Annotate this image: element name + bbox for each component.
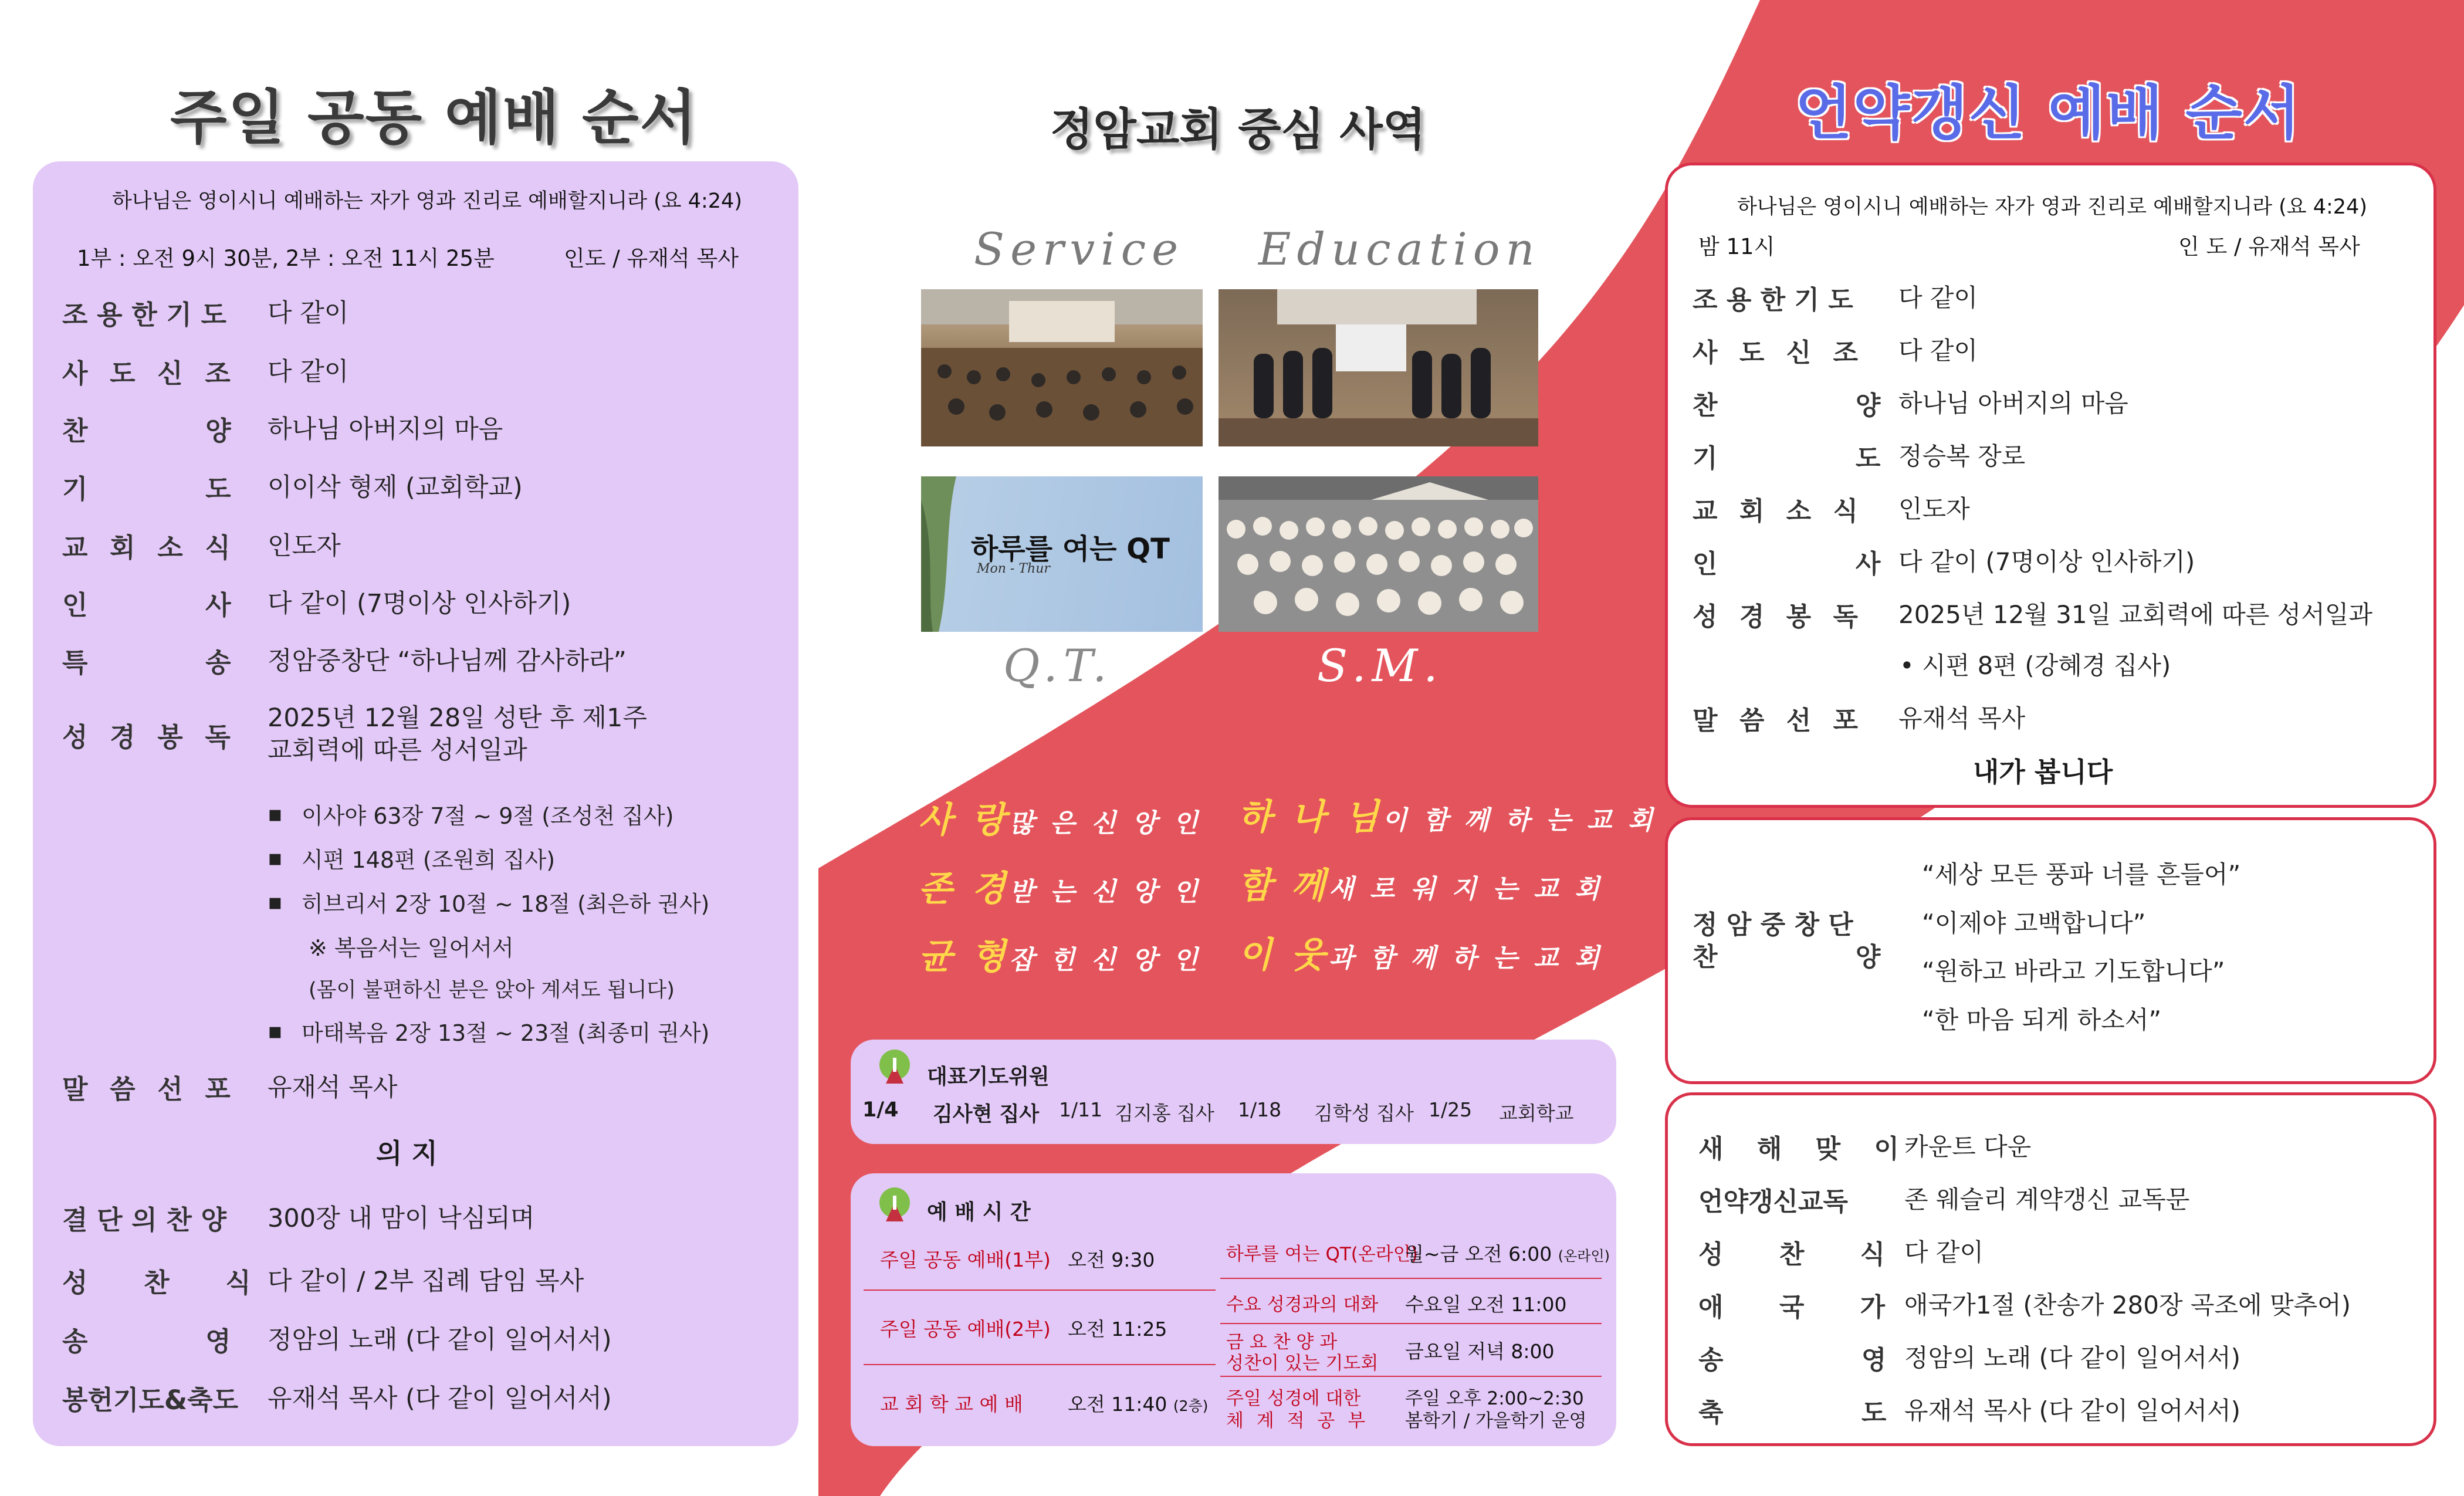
gospel-note: ※ 복음서는 일어서서 <box>309 935 514 961</box>
sm-photo <box>1219 476 1538 632</box>
label-prayer: 기 도 <box>62 473 231 505</box>
song-2: “이제야 고백합니다” <box>1922 909 2146 937</box>
divider <box>1220 1323 1602 1324</box>
label-covenant-reading: 언약갱신교독 <box>1698 1187 1849 1217</box>
r-value-doxology: 정암의 노래 (다 같이 일어서서) <box>1904 1343 2241 1372</box>
motto-respect-rest: 받 는 신 앙 인 <box>1008 877 1201 907</box>
left-verse: 하나님은 영이시니 예배하는 자가 영과 진리로 예배할지니라 (요 4:24) <box>112 189 742 213</box>
schedule-time-5: 수요일 오전 11:00 <box>1405 1293 1567 1316</box>
schedule-time-4 <box>1405 1239 1610 1267</box>
qt-label: Q.T. <box>1003 639 1113 692</box>
value-silent-prayer: 다 같이 <box>268 299 349 328</box>
choir-label: 정 암 중 창 단 <box>1693 910 1853 940</box>
r-value-greeting: 다 같이 (7명이상 인사하기) <box>1898 547 2195 576</box>
sunday-order-panel <box>33 161 798 1446</box>
worship-schedule-box <box>851 1173 1616 1446</box>
song-4: “한 마음 되게 하소서” <box>1922 1006 2162 1034</box>
label-greeting: 인 사 <box>62 590 231 621</box>
resolve-header: 의 지 <box>376 1138 438 1169</box>
label-benediction: 축 도 <box>1698 1398 1887 1428</box>
r-label-reading: 성 경 봉 독 <box>1693 602 1858 632</box>
value-special-song: 정암중창단 “하나님께 감사하라” <box>268 647 627 676</box>
prayer-date-2: 1/11 <box>1059 1098 1103 1121</box>
schedule-name-7b: 체 계 적 공 부 <box>1226 1410 1369 1431</box>
r-value-sermon: 유재석 목사 <box>1898 704 2026 733</box>
service-label: Service <box>974 223 1184 275</box>
label-special-song: 특 송 <box>62 647 231 678</box>
schedule-name-1: 주일 공동 예배(1부) <box>880 1248 1051 1271</box>
reading-2: 시편 148편 (조원희 집사) <box>302 847 556 873</box>
r-label-prayer: 기 도 <box>1693 444 1881 473</box>
r-label-sermon: 말 씀 선 포 <box>1693 706 1858 736</box>
gospel-note-2: (몸이 불편하신 분은 앉아 계셔도 됩니다) <box>309 979 675 1002</box>
qt-card-subtitle: Mon - Thur <box>977 561 1050 576</box>
r-label-news: 교 회 소 식 <box>1693 496 1858 526</box>
value-prayer: 이이삭 형제 (교회학교) <box>268 473 523 502</box>
value-reading: 2025년 12월 28일 성탄 후 제1주 <box>268 703 647 733</box>
schedule-time-7b: 봄학기 / 가을학기 운영 <box>1405 1410 1587 1431</box>
schedule-name-7: 주일 성경에 대한 <box>1226 1388 1361 1409</box>
prayer-name-3: 김학성 집사 <box>1314 1102 1414 1125</box>
label-countdown: 새 해 맞 이 <box>1698 1134 1899 1164</box>
value-creed: 다 같이 <box>268 357 349 387</box>
choir-label-2: 찬 양 <box>1693 942 1881 972</box>
r-value-psalm: • 시편 8편 (강혜경 집사) <box>1900 651 2171 680</box>
newyear-panel <box>1665 1092 2436 1446</box>
qt-card <box>921 476 1203 632</box>
schedule-title: 예 배 시 간 <box>927 1200 1031 1224</box>
motto-respect <box>918 861 1201 911</box>
label-praise: 찬 양 <box>62 415 231 446</box>
label-doxology: 송 영 <box>62 1326 231 1357</box>
motto-god <box>1238 789 1656 840</box>
service-photo <box>921 289 1203 446</box>
motto-together <box>1238 858 1603 908</box>
r-label-silent-prayer: 조 용 한 기 도 <box>1693 285 1853 315</box>
schedule-time-7: 주일 오후 2:00~2:30 <box>1405 1388 1584 1409</box>
label-news: 교 회 소 식 <box>62 532 231 563</box>
left-leader: 인도 / 유재석 목사 <box>564 246 739 271</box>
r-value-reading: 2025년 12월 31일 교회력에 따른 성서일과 <box>1898 600 2372 629</box>
motto-respect-big: 존 경 <box>918 868 1009 909</box>
label-anthem: 애 국 가 <box>1698 1292 1886 1322</box>
schedule-time-3 <box>1068 1389 1208 1417</box>
value-covenant-reading: 존 웨슬리 계약갱신 교독문 <box>1904 1185 2190 1214</box>
right-leader: 인 도 / 유재석 목사 <box>2178 234 2360 259</box>
prayer-name-2: 김지홍 집사 <box>1115 1102 1214 1125</box>
qt-card-title: 하루를 여는 QT <box>971 533 1170 566</box>
reading-bullet: ▪ <box>268 801 283 827</box>
divider <box>1220 1376 1602 1377</box>
label-sermon: 말 씀 선 포 <box>62 1074 231 1105</box>
right-verse: 하나님은 영이시니 예배하는 자가 영과 진리로 예배할지니라 (요 4:24) <box>1737 195 2367 219</box>
motto-balance <box>918 929 1201 979</box>
motto-god-rest: 이 함 께 하 는 교 회 <box>1382 805 1657 835</box>
divider <box>864 1364 1216 1365</box>
schedule-time-2: 오전 11:25 <box>1068 1318 1167 1341</box>
middle-title: 정암교회 중심 사역 <box>1050 103 1426 155</box>
value-doxology: 정암의 노래 (다 같이 일어서서) <box>268 1325 612 1355</box>
choir-illustration <box>1219 289 1538 446</box>
right-title: 언약갱신 예배 순서 <box>1795 79 2301 147</box>
value-sermon: 유재석 목사 <box>268 1073 398 1102</box>
r-label-creed: 사 도 신 조 <box>1693 338 1858 368</box>
prayer-title: 대표기도위원 <box>927 1065 1050 1089</box>
value-reading-2: 교회력에 따른 성서일과 <box>268 736 527 765</box>
reading-1: 이사야 63장 7절 ~ 9절 (조성천 집사) <box>302 803 674 829</box>
prayer-name-1: 김사현 집사 <box>933 1103 1040 1126</box>
motto-neighbor <box>1238 927 1603 977</box>
label-reading: 성 경 봉 독 <box>62 722 231 753</box>
church-logo-icon <box>874 1047 915 1088</box>
value-countdown: 카운트 다운 <box>1904 1132 2032 1161</box>
schedule-time-4-note: (온라인) <box>1558 1248 1610 1264</box>
prayer-committee-box <box>851 1040 1616 1144</box>
schedule-name-6: 금 요 찬 양 과 <box>1226 1332 1338 1353</box>
choir-panel <box>1665 817 2436 1084</box>
r-value-praise: 하나님 아버지의 마음 <box>1898 389 2128 418</box>
motto-love <box>918 792 1201 842</box>
song-3: “원하고 바라고 기도합니다” <box>1922 957 2225 986</box>
sanctuary-illustration <box>921 289 1203 446</box>
schedule-time-4-value: 월~금 오전 6:00 <box>1405 1243 1552 1265</box>
motto-balance-rest: 잡 힌 신 앙 인 <box>1008 945 1201 975</box>
prayer-date-4: 1/25 <box>1429 1098 1473 1121</box>
schedule-name-4: 하루를 여는 QT(온라인) <box>1226 1244 1418 1265</box>
r-section-header: 내가 봅니다 <box>1973 756 2113 788</box>
value-praise: 하나님 아버지의 마음 <box>268 415 503 444</box>
education-label: Education <box>1258 223 1541 275</box>
reading-3: 히브리서 2장 10절 ~ 18절 (최은하 권사) <box>302 891 710 917</box>
divider <box>864 1289 1216 1291</box>
r-value-creed: 다 같이 <box>1898 336 1978 365</box>
schedule-time-1: 오전 9:30 <box>1068 1248 1155 1271</box>
schedule-name-3: 교 회 학 교 예 배 <box>880 1393 1023 1416</box>
reading-bullet: ▪ <box>268 845 283 871</box>
r-label-communion: 성 찬 식 <box>1698 1240 1886 1270</box>
value-benediction: 유재석 목사 (다 같이 일어서서) <box>1904 1396 2241 1425</box>
reading-bullet: ▪ <box>268 889 283 915</box>
label-offering: 봉헌기도&축도 <box>62 1385 239 1416</box>
schedule-name-5: 수요 성경과의 대화 <box>1226 1294 1379 1315</box>
value-anthem: 애국가1절 (찬송가 280장 곡조에 맞추어) <box>1904 1291 2351 1319</box>
r-value-silent-prayer: 다 같이 <box>1898 283 1978 312</box>
value-decision-hymn: 300장 내 맘이 낙심되며 <box>268 1204 535 1233</box>
motto-balance-big: 균 형 <box>918 936 1009 977</box>
right-time-line: 밤 11시 <box>1698 234 1775 259</box>
left-title: 주일 공동 예배 순서 <box>170 83 698 152</box>
motto-neighbor-big: 이 웃 <box>1238 935 1329 976</box>
schedule-time-3-note: (2층) <box>1173 1397 1209 1414</box>
song-1: “세상 모든 풍파 너를 흔들어” <box>1922 860 2241 889</box>
church-logo-icon <box>874 1185 915 1226</box>
r-value-prayer: 정승복 장로 <box>1898 442 2026 471</box>
r-label-greeting: 인 사 <box>1693 549 1881 579</box>
schedule-time-3-value: 오전 11:40 <box>1068 1393 1167 1416</box>
label-creed: 사 도 신 조 <box>62 358 231 389</box>
label-silent-prayer: 조 용 한 기 도 <box>62 299 227 330</box>
prayer-date-1: 1/4 <box>862 1098 899 1122</box>
motto-together-rest: 새 로 워 지 는 교 회 <box>1328 874 1603 904</box>
motto-together-big: 함 께 <box>1238 865 1329 906</box>
value-greeting: 다 같이 (7명이상 인사하기) <box>268 589 571 618</box>
sm-label: S.M. <box>1317 639 1444 692</box>
value-offering: 유재석 목사 (다 같이 일어서서) <box>268 1384 612 1413</box>
reading-gospel: 마태복음 2장 13절 ~ 23절 (최종미 권사) <box>302 1020 710 1046</box>
r-label-doxology: 송 영 <box>1698 1345 1887 1375</box>
motto-love-rest: 많 은 신 앙 인 <box>1008 808 1201 838</box>
prayer-date-3: 1/18 <box>1238 1098 1282 1121</box>
value-communion: 다 같이 / 2부 집례 담임 목사 <box>268 1267 584 1296</box>
label-communion: 성 찬 식 <box>62 1267 251 1298</box>
schedule-name-6b: 성찬이 있는 기도회 <box>1226 1353 1379 1374</box>
divider <box>1220 1278 1602 1279</box>
group-illustration <box>1219 476 1538 632</box>
schedule-time-6: 금요일 저녁 8:00 <box>1405 1340 1555 1363</box>
schedule-name-2: 주일 공동 예배(2부) <box>880 1318 1051 1341</box>
motto-love-big: 사 랑 <box>918 800 1009 841</box>
r-label-praise: 찬 양 <box>1693 391 1881 421</box>
label-decision-hymn: 결 단 의 찬 양 <box>62 1204 227 1236</box>
motto-god-big: 하 나 님 <box>1238 797 1382 838</box>
covenant-order-panel <box>1665 163 2436 808</box>
reading-bullet: ▪ <box>268 1018 283 1044</box>
prayer-name-4: 교회학교 <box>1499 1102 1574 1125</box>
value-news: 인도자 <box>268 532 341 561</box>
education-photo <box>1219 289 1538 446</box>
left-time-line: 1부 : 오전 9시 30분, 2부 : 오전 11시 25분 <box>77 246 495 271</box>
r-value-communion: 다 같이 <box>1904 1238 1984 1267</box>
motto-neighbor-rest: 과 함 께 하 는 교 회 <box>1328 943 1603 973</box>
r-value-news: 인도자 <box>1898 495 1970 523</box>
